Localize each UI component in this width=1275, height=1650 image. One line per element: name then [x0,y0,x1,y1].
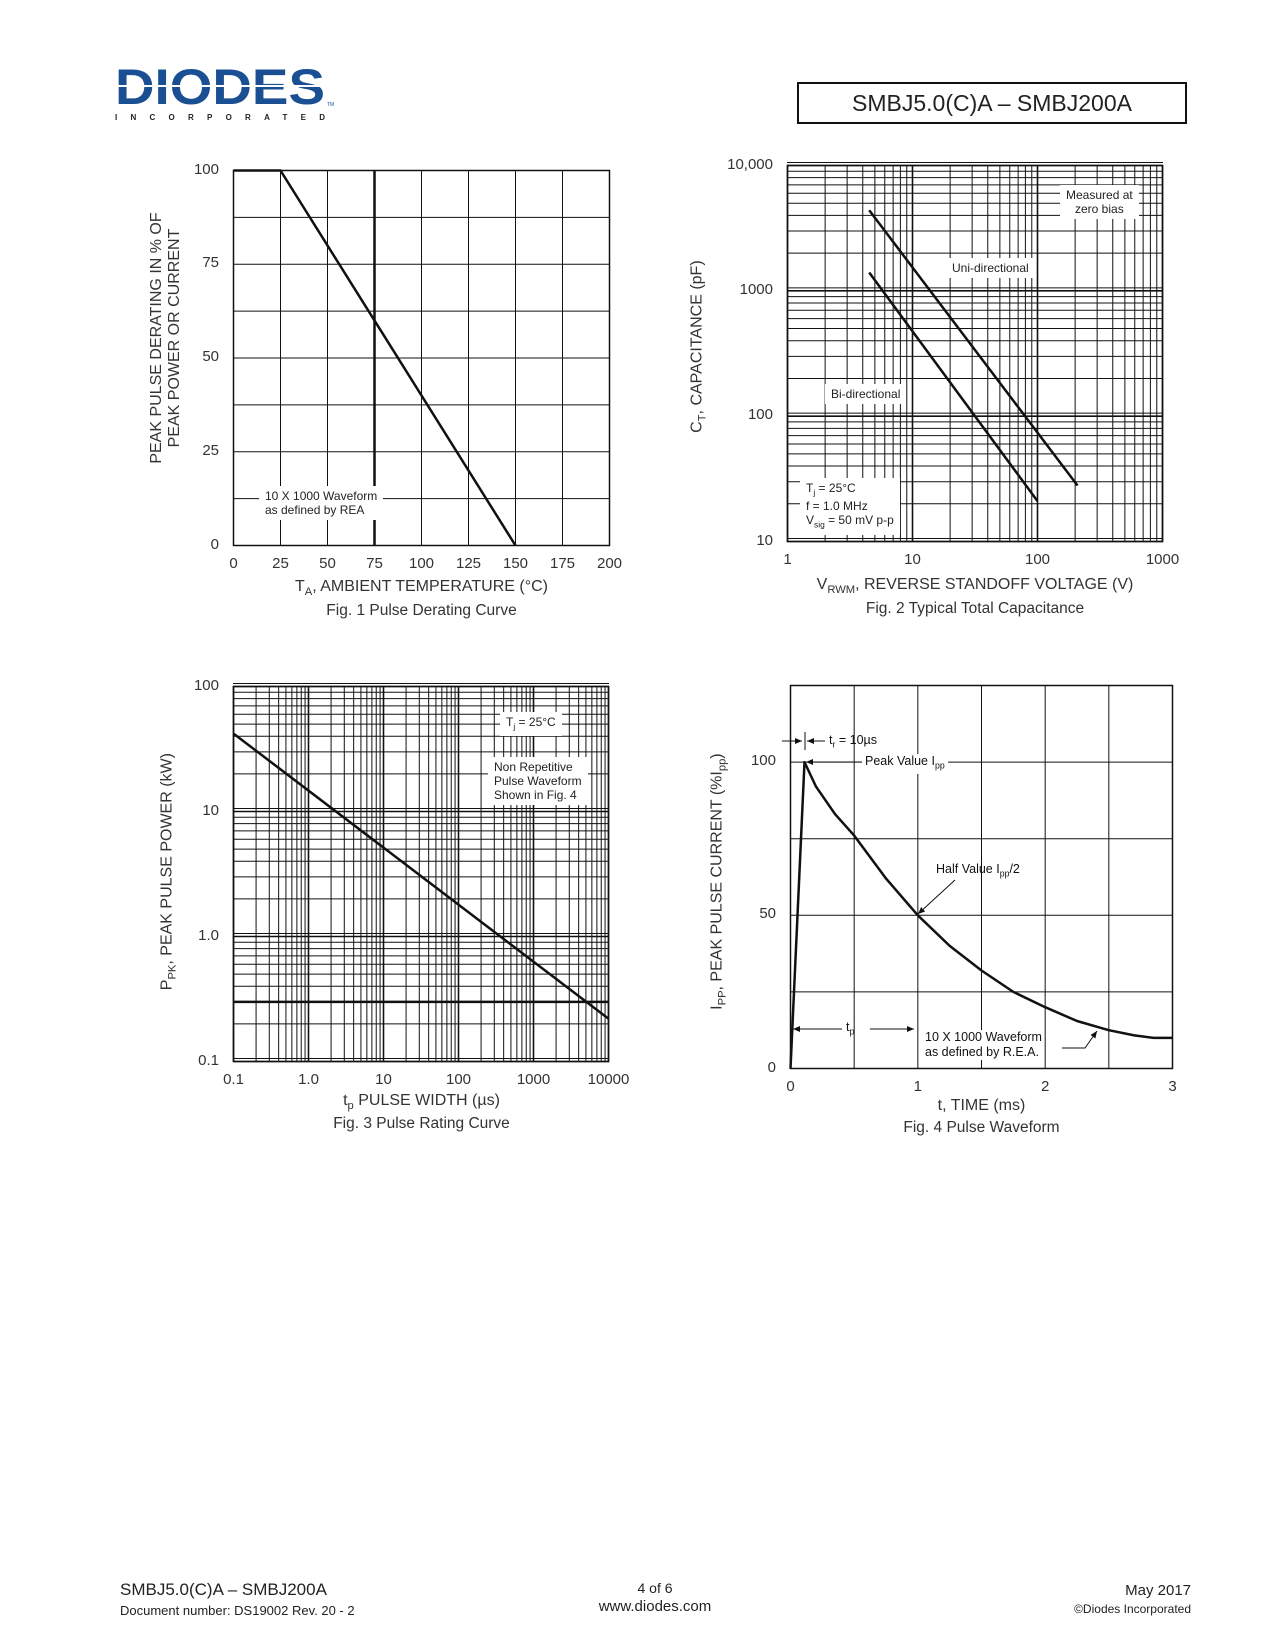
fig2-uni-label: Uni-directional [946,258,1035,278]
svg-text:INCORPORATED: INCORPORATED [115,113,325,122]
fig1-x-tick-label: 25 [272,555,289,572]
fig4-x-tick-label: 0 [786,1078,795,1095]
footer-page-number: 4 of 6 [637,1580,673,1596]
fig3-plot [233,686,609,1062]
fig4-x-axis-title: t, TIME (ms) [937,1097,1026,1114]
fig3-x-tick-label: 10 [375,1071,392,1088]
fig1-x-tick-label: 100 [408,555,435,572]
fig1-x-tick-label: 50 [319,555,336,572]
footer-date: May 2017 [1125,1582,1191,1599]
fig2-y-tick-label: 100 [747,406,773,424]
fig2-bi-label: Bi-directional [825,384,906,404]
fig3-x-tick-label: 1.0 [298,1071,319,1088]
fig4-x-tick-label: 3 [1168,1078,1177,1095]
diodes-logo [115,62,345,127]
fig1-y-tick-label: 50 [202,348,219,365]
footer-website[interactable]: www.diodes.com [598,1598,712,1615]
fig2-x-tick-label: 1000 [1145,551,1180,568]
footer-part-range: SMBJ5.0(C)A – SMBJ200A [120,1580,327,1599]
fig1-y-tick-label: 100 [193,160,219,178]
svg-text:TM: TM [327,102,335,108]
fig2-conditions: $T_j = 25^\circ C$ f = 1.0 MHz $V_{sig} = 50$ mV p-p [800,478,900,535]
fig3-x-tick-label: 100 [445,1071,472,1088]
fig3-x-tick-label: 10000 [587,1071,630,1088]
part-range-title: SMBJ5.0(C)A – SMBJ200A [797,82,1187,124]
fig2-x-tick-label: 100 [1024,551,1051,568]
fig2-x-tick-label: 10 [904,551,921,568]
fig3-y-tick-label: 0.1 [198,1051,219,1069]
fig4-y-axis-title: $I_{PP}$, PEAK PULSE CURRENT $(\%I_{pp})$ [708,753,729,1010]
fig1-x-tick-label: 200 [596,555,623,572]
fig1-x-tick-label: 150 [502,555,529,572]
fig2-x-tick-label: 1 [783,551,792,568]
fig1-x-tick-label: 0 [229,555,238,572]
fig1-ylabel-line1: PEAK PULSE DERATING IN % OF [148,212,165,464]
fig1-y-axis-title [148,158,184,518]
fig4-half-label: Half Value $I_{pp}/2$ [936,862,1020,879]
fig2-y-tick-label: 10,000 [727,155,773,173]
fig2-measured-note: Measured at zero bias [1060,185,1139,219]
fig3-waveform-note: Non Repetitive Pulse Waveform Shown in Fig. 4 [488,757,588,805]
footer-copyright: ©Diodes Incorporated [1074,1602,1191,1616]
fig4-y-tick-label: 50 [759,905,776,923]
fig3-tj-note: $T_j = 25^\circ C$ [500,712,562,736]
fig3-frame [234,687,609,1062]
fig3-x-tick-label: 1000 [516,1071,551,1088]
footer-document-number: Document number: DS19002 Rev. 20 - 2 [120,1603,355,1618]
fig1-y-tick-label: 75 [202,254,219,272]
fig4-tp-label: $t_p$ [846,1020,855,1037]
fig1-x-tick-label: 175 [549,555,576,572]
fig3-y-tick-label: 1.0 [198,926,219,944]
fig1-ylabel-line2: PEAK POWER OR CURRENT [166,228,183,448]
fig1-x-tick-label: 75 [366,555,383,572]
fig3-grid [233,684,609,1063]
fig3-y-tick-label: 100 [193,676,219,694]
fig1-x-tick-label: 125 [455,555,482,572]
fig2-y-tick-label: 1000 [739,280,773,298]
fig2-caption: Fig. 2 Typical Total Capacitance [865,600,1085,617]
fig3-x-tick-label: 0.1 [223,1071,244,1088]
fig1-y-tick-label: 25 [202,441,219,459]
fig3-x-axis-title: $t_p$ PULSE WIDTH (µs) [343,1092,500,1113]
fig1-annotation: 10 X 1000 Waveform as defined by REA [259,486,383,520]
fig2-y-tick-label: 10 [756,531,773,549]
fig1-x-axis-title: $T_A$, AMBIENT TEMPERATURE (°C) [294,578,548,599]
fig3-caption: Fig. 3 Pulse Rating Curve [333,1115,510,1132]
fig4-caption: Fig. 4 Pulse Waveform [903,1119,1060,1136]
fig4-y-tick-label: 0 [767,1058,776,1076]
fig4-peak-label: Peak Value $I_{pp}$ [862,754,948,774]
fig4-waveform-label: 10 X 1000 Waveform as defined by R.E.A. [925,1030,1042,1059]
fig3-y-tick-label: 10 [202,801,219,819]
fig1-caption: Fig. 1 Pulse Derating Curve [326,602,517,619]
fig2-y-axis-title: $C_T$, CAPACITANCE (pF) [688,260,709,433]
svg-text:DIODES: DIODES [115,62,325,115]
fig4-y-tick-label: 100 [750,752,776,770]
fig2-x-axis-title: $V_{RWM}$, REVERSE STANDOFF VOLTAGE (V) [816,576,1134,597]
fig4-x-tick-label: 1 [913,1078,922,1095]
fig1-y-tick-label: 0 [210,535,219,553]
fig4-x-tick-label: 2 [1040,1078,1050,1095]
fig3-y-axis-title: $P_{PK}$, PEAK PULSE POWER (kW) [158,753,179,991]
fig4-rise-time-label: $t_r = 10\mu s$ [829,733,878,750]
